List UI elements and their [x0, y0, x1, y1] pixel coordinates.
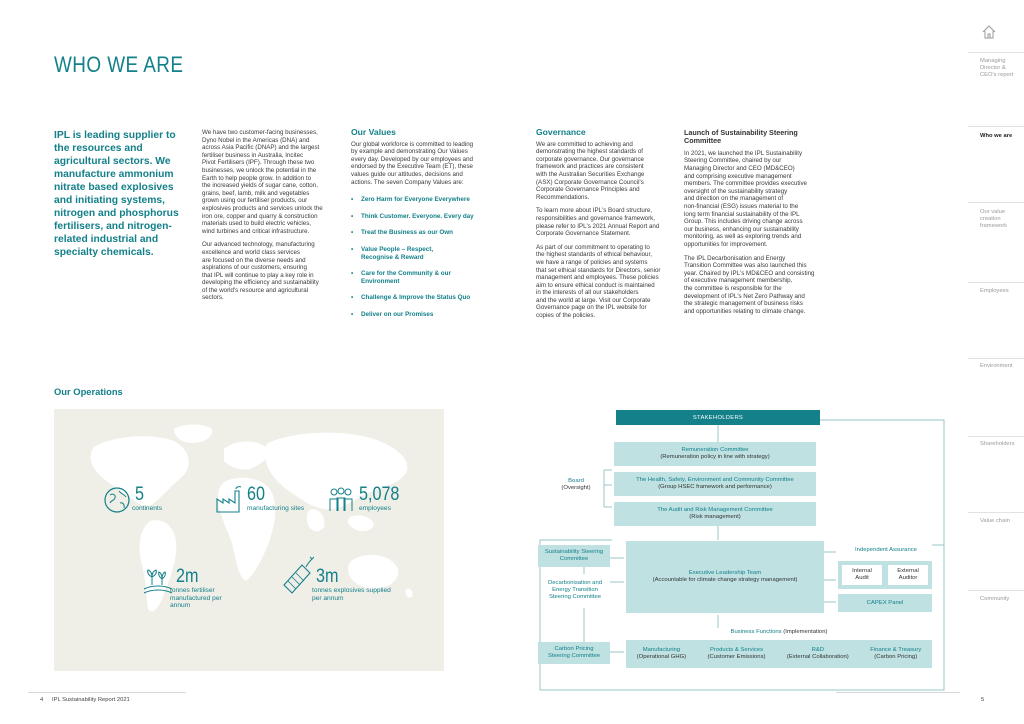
stat-number: 2m — [176, 566, 199, 587]
stat-number: 5 — [135, 484, 144, 505]
intro-paragraph-1: We have two customer-facing businesses, Dyno Nobel in the Americas (DNA) and across Asia Pacific (DNAP) and the largest fertiliser business in Australia, Incitec Pivot Fertilisers (IPF). Through these two businesses, we unlock the potential in the Earth to help people grow. In addition to the increased yields of sugar cane, cotton, grains, beef, lamb, milk and vegetables grown using our fertiliser products, our explosives products and services unlock the iron ore, copper and quarry & construction materials used to build electric vehicles, wind turbines and critical infrastructure. — [202, 129, 323, 235]
stakeholders-bar: STAKEHOLDERS — [616, 410, 820, 425]
stat-label: manufacturing sites — [247, 505, 305, 512]
nav-divider — [968, 358, 1024, 359]
value-item: • Deliver on our Promises — [351, 311, 501, 319]
executive-leadership-team-box: Executive Leadership Team (Accountable for climate change strategy management) — [626, 541, 824, 613]
launch-paragraph-2: The IPL Decarbonisation and Energy Transition Committee was also launched this year. Chaired by IPL's MD&CEO and consisting of executive management membership, the committee is responsible for the development of IPL's Net Zero Pathway and the strategic management of business risks and opportunities relating to climate change. — [684, 254, 815, 315]
page-title: WHO WE ARE — [54, 52, 184, 77]
function-finance-treasury: Finance & Treasury (Carbon Pricing) — [870, 647, 922, 660]
footer-page-number-left: 4 — [40, 697, 44, 703]
value-item: • Think Customer. Everyone. Every day — [351, 213, 501, 221]
value-item: • Challenge & Improve the Status Quo — [351, 294, 501, 302]
function-rnd: R&D (External Collaboration) — [786, 647, 849, 660]
internal-audit-box: Internal Audit — [842, 565, 882, 585]
sidebar-item-ceo-report[interactable]: Managing Director & CEO's report — [980, 58, 1014, 78]
launch-heading: Launch of Sustainability Steering Committee — [684, 128, 798, 146]
value-item: • Care for the Community & our Environment — [351, 270, 463, 285]
stat-label: tonnes fertiliser manufactured per annum — [170, 587, 222, 610]
external-auditor-box: External Auditor — [888, 565, 928, 585]
sidebar-item-who-we-are[interactable]: Who we are — [980, 133, 1013, 139]
nav-divider — [968, 52, 1024, 53]
launch-paragraph-1: In 2021, we launched the IPL Sustainability Steering Committee, chaired by our Managing Director and CEO (MD&CEO) and comprising executive management members. The committee provides executive oversight of the sustainability strategy and direction on the management of non-financial (ESG) issues material to the long term financial sustainability of the IPL Group. This includes driving change across our business, enhancing our sustainability monitoring, as well as exploring trends and opportunities for improvement. — [684, 149, 807, 248]
hsec-committee-box: The Health, Safety, Environment and Community Committee (Group HSEC framework and performance) — [614, 472, 816, 496]
values-heading: Our Values — [351, 127, 396, 137]
assurance-group-box — [838, 561, 932, 589]
governance-paragraph-2: To learn more about IPL's Board structure, responsibilities and governance framework, please refer to IPL's 2021 Annual Report and Corporate Governance Statement. — [536, 207, 660, 238]
sidebar-item-value-chain[interactable]: Value chain — [980, 518, 1010, 524]
sidebar-item-employees[interactable]: Employees — [980, 288, 1009, 294]
governance-paragraph-1: We are committed to achieving and demonstrating the highest standards of corporate governance. Our governance framework and practices are consistent with the Australian Securities Exchange (ASX) Corporate Governance Council's Corporate Governance Principles and Recommendations. — [536, 140, 645, 201]
stat-label: tonnes explosives supplied per annum — [312, 587, 391, 602]
nav-divider — [968, 512, 1024, 513]
capex-panel-box: CAPEX Panel — [838, 594, 932, 612]
independent-assurance-label: Independent Assurance — [855, 547, 917, 553]
footer-report-title: IPL Sustainability Report 2021 — [52, 697, 130, 703]
sidebar-item-community[interactable]: Community — [980, 596, 1010, 602]
nav-divider — [968, 126, 1024, 127]
value-item: • Treat the Business as our Own — [351, 229, 501, 237]
sidebar-item-value-creation[interactable]: Our value creation framework — [980, 209, 1008, 229]
business-functions-label: Business Functions (Implementation) — [730, 629, 828, 635]
carbon-pricing-committee-box: Carbon Pricing Steering Committee — [538, 642, 610, 664]
intro-paragraph-2: Our advanced technology, manufacturing excellence and world class services are focused on the diverse needs and aspirations of our customers, ensuring that IPL will continue to play a key role in developing the efficiency and sustainability of the world's resource and agricultural sectors. — [202, 241, 319, 302]
stat-number: 5,078 — [359, 484, 400, 505]
lead-statement: IPL is leading supplier to the resources and agricultural sectors. We manufacture ammonium nitrate based explosives and initiating systems, nitrogen and phosphorus fertilisers, and nitrogen-related industrial and specialty chemicals. — [54, 130, 179, 258]
sidebar-item-environment[interactable]: Environment — [980, 363, 1013, 369]
business-functions-box — [626, 640, 932, 668]
section-sidebar — [967, 0, 1024, 724]
sidebar-item-shareholders[interactable]: Shareholders — [980, 441, 1015, 447]
stat-label: continents — [132, 505, 163, 512]
board-label: Board (Oversight) — [561, 478, 591, 491]
function-products-services: Products & Services (Customer Emissions) — [707, 647, 766, 660]
footer-rule-left — [28, 692, 186, 693]
nav-divider — [968, 282, 1024, 283]
remuneration-committee-box: Remuneration Committee (Remuneration policy in line with strategy) — [614, 442, 816, 466]
function-manufacturing: Manufacturing (Operational GHG) — [636, 647, 687, 660]
nav-divider — [968, 436, 1024, 437]
footer-page-number-right: 5 — [981, 697, 985, 703]
nav-divider — [968, 590, 1024, 591]
stat-label: employees — [359, 505, 391, 512]
values-paragraph: Our global workforce is committed to leading by example and demonstrating Our Values every day. Developed by our employees and endorsed by the Executive Team (ET), these values guide our attitudes, decisions and actions. The seven Company Values are: — [351, 140, 474, 186]
footer-rule-right — [836, 692, 960, 693]
home-icon[interactable] — [981, 24, 997, 40]
decarbonisation-committee-label: Decarbonisation and Energy Transition Steering Committee — [547, 580, 603, 600]
operations-heading: Our Operations — [54, 386, 123, 397]
governance-heading: Governance — [536, 127, 586, 137]
stat-number: 3m — [316, 566, 339, 587]
stat-number: 60 — [247, 484, 265, 505]
value-item: • Value People – Respect, Recognise & Reward — [351, 246, 463, 261]
nav-divider — [968, 202, 1024, 203]
governance-paragraph-3: As part of our commitment to operating to the highest standards of ethical behaviour, we have a range of policies and systems that set ethical standards for Directors, senior management and employees. These policies aim to ensure ethical conduct is maintained in the interests of all our stakeholders and the world at large. Visit our Corporate Governance page on the IPL website for copies of the policies. — [536, 243, 661, 320]
value-item: • Zero Harm for Everyone Everywhere — [351, 196, 501, 204]
sustainability-steering-committee-box: Sustainability Steering Committee — [538, 545, 610, 567]
audit-committee-box: The Audit and Risk Management Committee (Risk management) — [614, 502, 816, 526]
